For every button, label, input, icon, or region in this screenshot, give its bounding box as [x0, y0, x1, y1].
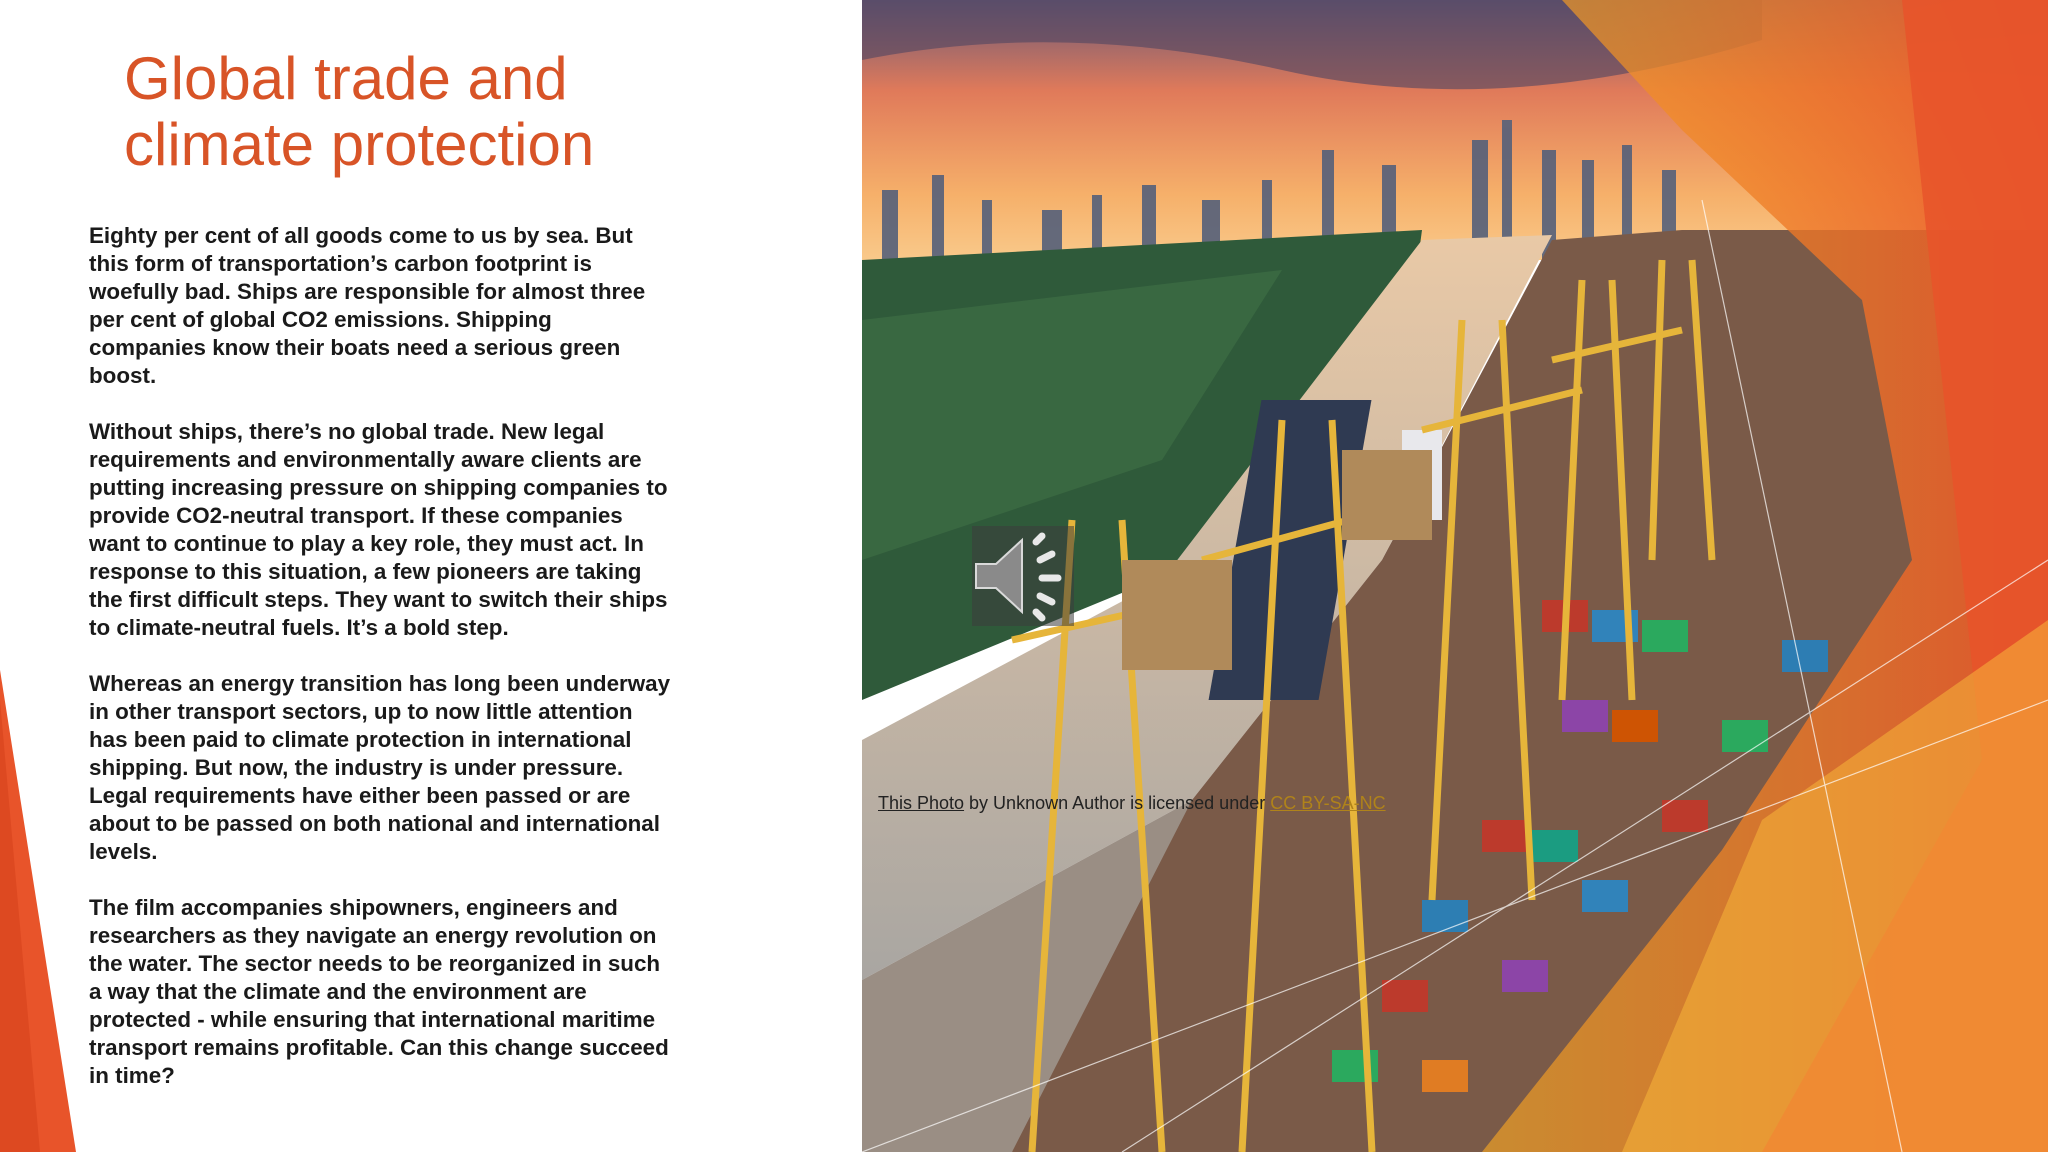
audio-button[interactable] — [972, 526, 1074, 626]
speaker-icon — [972, 526, 1074, 626]
license-link[interactable]: CC BY-SA-NC — [1270, 793, 1386, 813]
photo-link[interactable]: This Photo — [878, 793, 965, 813]
attribution-text: by Unknown Author is licensed under — [964, 793, 1271, 813]
slide-title — [124, 46, 804, 178]
paragraph-4: The film accompanies shipowners, engineers and researchers as they navigate an energy revolution on the water. The sector needs to be reorganized in such a way that the climate and the environment are protected - while ensuring that international maritime transport remains profitable. Can this change succeed in time? — [89, 895, 669, 1088]
slide-title-line-1: Global trade and — [124, 45, 568, 112]
paragraph-2: Without ships, there’s no global trade. New legal requirements and environmentally aware clients are putting increasing pressure on shipping companies to provide CO2-neutral transport. If these companies want to continue to play a key role, they must act. In response to this situation, a few pioneers are taking the first difficult steps. They want to switch their ships to climate-neutral fuels. It’s a bold step. — [89, 419, 668, 640]
paragraph-3: Whereas an energy transition has long been underway in other transport sectors, up to now little attention has been paid to climate protection in international shipping. But now, the industry is under pressure. Legal requirements have either been passed or are about to be passed on both national and international levels. — [89, 671, 671, 864]
paragraph-1: Eighty per cent of all goods come to us by sea. But this form of transportation’s carbon footprint is woefully bad. Ships are responsible for almost three per cent of global CO2 emissions. Shipping companies know their boats need a serious green boost. — [89, 223, 646, 388]
slide-title-line-2: climate protection — [124, 111, 595, 178]
photo-attribution — [878, 792, 1386, 814]
slide-body — [89, 222, 729, 1118]
